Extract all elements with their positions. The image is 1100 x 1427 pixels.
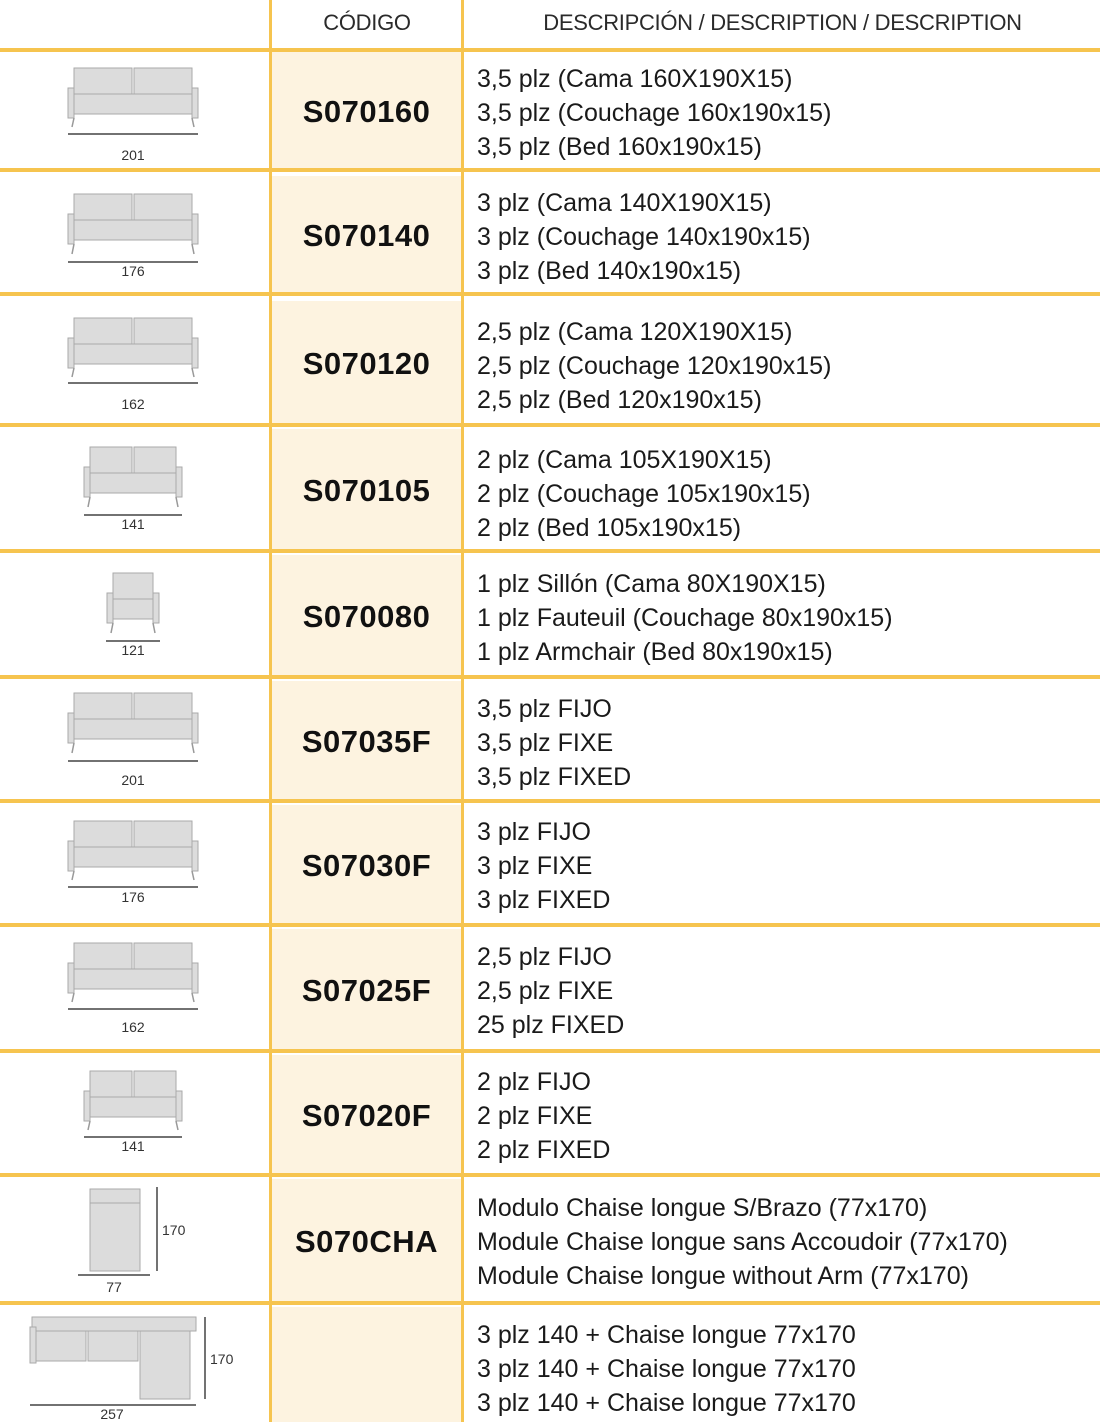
- table-row: [0, 1055, 1100, 1177]
- table-row: [0, 301, 1100, 427]
- description-line-en: 3,5 plz (Bed 160x190x15): [477, 133, 762, 161]
- product-description: [477, 1065, 1097, 1167]
- product-description: [477, 567, 1097, 669]
- description-line-en: 2 plz FIXED: [477, 1136, 611, 1164]
- product-description: [477, 443, 1097, 545]
- depth-label: 170: [210, 1351, 234, 1367]
- product-code: S070105: [272, 429, 461, 553]
- product-code: S070CHA: [272, 1179, 461, 1305]
- description-line-fr: 3 plz (Couchage 140x190x15): [477, 223, 811, 251]
- product-code: S07030F: [272, 805, 461, 927]
- product-description: [477, 186, 1097, 288]
- description-line-es: 2,5 plz (Cama 120X190X15): [477, 318, 793, 346]
- description-line-es: 3 plz (Cama 140X190X15): [477, 189, 772, 217]
- header-description: DESCRIPCIÓN / DESCRIPTION / DESCRIPTION: [543, 10, 1022, 35]
- description-line-fr: 2 plz (Couchage 105x190x15): [477, 480, 811, 508]
- table-row: [0, 1307, 1100, 1422]
- table-row: [0, 176, 1100, 296]
- row-separator: [0, 168, 1100, 172]
- width-label: 257: [100, 1406, 124, 1422]
- row-separator: [0, 1049, 1100, 1053]
- sofa-3-5-seat-icon: [0, 681, 269, 803]
- description-line-en: 2,5 plz (Bed 120x190x15): [477, 386, 762, 414]
- width-label: 176: [121, 263, 145, 279]
- depth-label: 170: [162, 1222, 186, 1238]
- sofa-2-seat-icon: [0, 429, 269, 553]
- product-code: [272, 1307, 461, 1422]
- description-line-fr: 3,5 plz FIXE: [477, 729, 614, 757]
- width-label: 201: [121, 772, 145, 788]
- product-description: [477, 815, 1097, 917]
- description-line-es: 2 plz (Cama 105X190X15): [477, 446, 772, 474]
- product-code: S07025F: [272, 929, 461, 1053]
- description-line-es: 1 plz Sillón (Cama 80X190X15): [477, 570, 826, 598]
- description-line-en: 25 plz FIXED: [477, 1011, 625, 1039]
- description-line-en: 3 plz FIXED: [477, 886, 611, 914]
- description-line-fr: 1 plz Fauteuil (Couchage 80x190x15): [477, 604, 893, 632]
- width-label: 77: [106, 1279, 122, 1295]
- table-row: [0, 681, 1100, 803]
- description-line-en: 3 plz 140 + Chaise longue 77x170: [477, 1389, 856, 1417]
- table-row: [0, 555, 1100, 679]
- description-line-en: 3 plz (Bed 140x190x15): [477, 257, 742, 285]
- armchair-icon: [0, 555, 269, 679]
- description-line-fr: 3 plz 140 + Chaise longue 77x170: [477, 1355, 856, 1383]
- description-line-es: 2,5 plz FIJO: [477, 943, 612, 971]
- description-line-en: 3,5 plz FIXED: [477, 763, 632, 791]
- table-row: [0, 52, 1100, 172]
- product-code: S070140: [272, 176, 461, 296]
- chaise-longue-module-icon: [0, 1179, 269, 1305]
- product-code: S07020F: [272, 1055, 461, 1177]
- width-label: 162: [121, 396, 145, 412]
- row-separator: [0, 923, 1100, 927]
- row-separator: [0, 549, 1100, 553]
- product-description: [477, 315, 1097, 417]
- row-separator: [0, 1173, 1100, 1177]
- table-row: [0, 805, 1100, 927]
- row-separator: [0, 799, 1100, 803]
- description-line-fr: 2,5 plz FIXE: [477, 977, 614, 1005]
- width-label: 121: [121, 642, 145, 658]
- product-code: S070120: [272, 301, 461, 427]
- product-code: S070080: [272, 555, 461, 679]
- description-line-fr: 2 plz FIXE: [477, 1102, 593, 1130]
- table-header: [0, 0, 1100, 52]
- corner-sofa-chaise-icon: [0, 1307, 269, 1422]
- description-line-fr: 3 plz FIXE: [477, 852, 593, 880]
- product-description: [477, 692, 1097, 794]
- table-row: [0, 1179, 1100, 1305]
- sofa-2-seat-icon: [0, 1055, 269, 1177]
- product-code: S07035F: [272, 681, 461, 803]
- description-line-en: 1 plz Armchair (Bed 80x190x15): [477, 638, 833, 666]
- description-line-es: 3 plz 140 + Chaise longue 77x170: [477, 1321, 856, 1349]
- description-line-fr: Module Chaise longue sans Accoudoir (77x170): [477, 1228, 1008, 1256]
- sofa-3-seat-icon: [0, 176, 269, 296]
- product-description: [477, 62, 1097, 164]
- row-separator: [0, 292, 1100, 296]
- table-row: [0, 929, 1100, 1053]
- width-label: 141: [121, 516, 145, 532]
- row-separator: [0, 423, 1100, 427]
- width-label: 162: [121, 1019, 145, 1035]
- description-line-fr: 3,5 plz (Couchage 160x190x15): [477, 99, 832, 127]
- sofa-3-seat-icon: [0, 805, 269, 927]
- width-label: 201: [121, 147, 145, 163]
- sofa-3-5-seat-icon: [0, 52, 269, 172]
- product-code: S070160: [272, 52, 461, 172]
- row-separator: [0, 675, 1100, 679]
- product-description: [477, 1191, 1097, 1293]
- row-separator: [0, 1301, 1100, 1305]
- product-description: [477, 940, 1097, 1042]
- width-label: 141: [121, 1138, 145, 1154]
- width-label: 176: [121, 889, 145, 905]
- header-code: CÓDIGO: [323, 10, 411, 35]
- description-line-en: Module Chaise longue without Arm (77x170): [477, 1262, 969, 1290]
- table-row: [0, 429, 1100, 553]
- description-line-es: Modulo Chaise longue S/Brazo (77x170): [477, 1194, 928, 1222]
- sofa-2-5-seat-icon: [0, 929, 269, 1053]
- sofa-2-5-seat-icon: [0, 301, 269, 427]
- description-line-en: 2 plz (Bed 105x190x15): [477, 514, 742, 542]
- product-description: [477, 1318, 1097, 1420]
- description-line-fr: 2,5 plz (Couchage 120x190x15): [477, 352, 832, 380]
- description-line-es: 3,5 plz (Cama 160X190X15): [477, 65, 793, 93]
- description-line-es: 3 plz FIJO: [477, 818, 591, 846]
- description-line-es: 2 plz FIJO: [477, 1068, 591, 1096]
- description-line-es: 3,5 plz FIJO: [477, 695, 612, 723]
